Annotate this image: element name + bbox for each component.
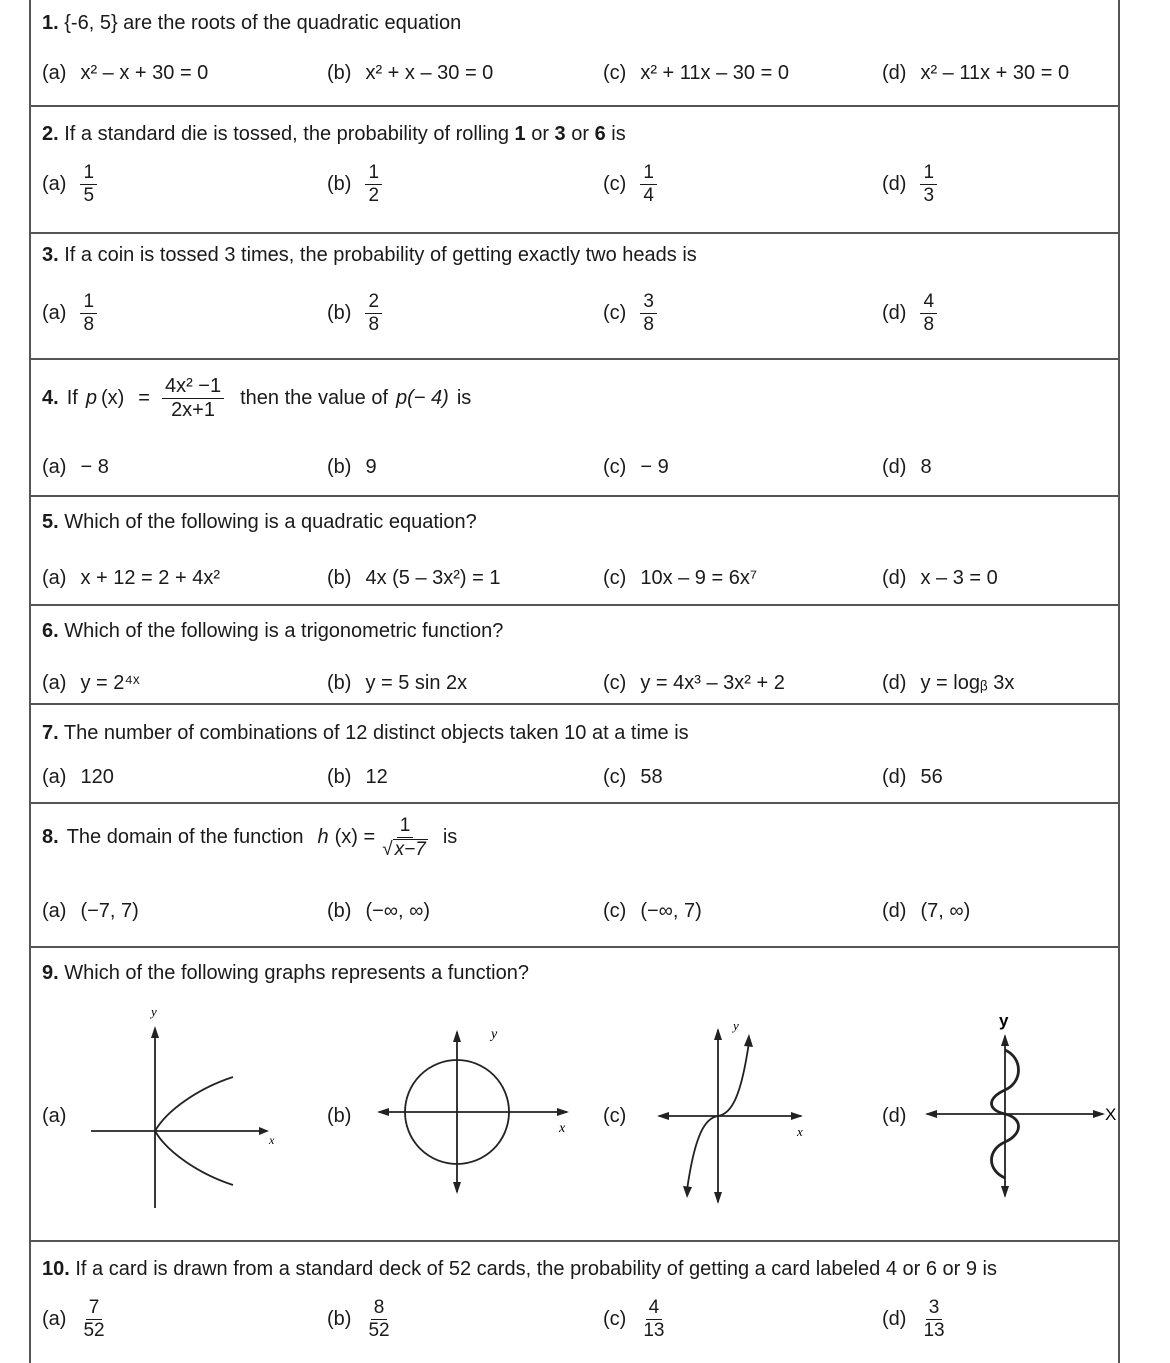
denominator: 8 <box>83 313 95 335</box>
x-arrow-right-icon <box>1093 1110 1105 1118</box>
numerator: 4 <box>646 1298 663 1320</box>
option-text: 120 <box>80 766 114 788</box>
option-label: (d) <box>882 672 907 694</box>
option-b[interactable] <box>327 1298 393 1341</box>
option-a[interactable] <box>42 567 220 590</box>
graph-c <box>651 1014 821 1210</box>
y-arrow-up-icon <box>453 1030 461 1042</box>
y-axis-label: y <box>151 1004 157 1019</box>
option-text: 4x (5 – 3x²) = 1 <box>365 567 501 589</box>
option-label: (a) <box>42 1105 67 1127</box>
fraction <box>80 163 97 206</box>
option-text: x² – x + 30 = 0 <box>80 62 209 84</box>
option-label: (a) <box>42 1307 67 1330</box>
denominator: 8 <box>643 313 654 335</box>
value-3: 3 <box>554 123 566 145</box>
option-label: (c) <box>603 567 627 589</box>
x-axis-label: X <box>1105 1105 1117 1124</box>
fraction <box>365 1298 392 1341</box>
option-label: (c) <box>603 672 627 694</box>
option-label: (c) <box>603 62 627 84</box>
option-label: (d) <box>882 172 907 195</box>
option-d[interactable] <box>882 900 970 923</box>
option-text: x² + 11x – 30 = 0 <box>640 62 789 84</box>
prompt-end: is <box>605 123 626 145</box>
option-label: (c) <box>603 172 627 195</box>
question-number: 2. <box>42 123 59 145</box>
denominator: 8 <box>923 313 935 335</box>
option-text: 12 <box>365 766 388 788</box>
option-b[interactable] <box>327 62 493 85</box>
function-variable: (x) = <box>334 826 376 849</box>
option-label: (c) <box>603 766 627 788</box>
option-text: x² – 11x + 30 = 0 <box>920 62 1070 84</box>
option-text: 9 <box>365 456 377 478</box>
option-text: 10x – 9 = 6x⁷ <box>640 567 758 589</box>
option-c[interactable] <box>603 163 657 206</box>
option-a[interactable] <box>42 1298 108 1341</box>
value-1: 1 <box>514 123 526 145</box>
fraction <box>920 1298 947 1341</box>
option-b[interactable] <box>327 163 382 206</box>
fraction <box>365 163 382 206</box>
y-arrow-down-icon <box>453 1182 461 1194</box>
prompt-end: is <box>456 387 472 409</box>
function-fraction <box>379 816 431 860</box>
x-axis-label: x <box>797 1124 803 1139</box>
option-label: (b) <box>327 672 352 694</box>
option-label: (b) <box>327 172 352 195</box>
question-prompt: If a card is drawn from a standard deck of 52 cards, the probability of getting a card labeled 4 or 6 or 9 is <box>75 1258 997 1280</box>
denominator: 13 <box>923 1319 945 1341</box>
question-number: 7. <box>42 722 59 744</box>
option-label: (a) <box>42 672 67 694</box>
option-d[interactable] <box>882 567 998 590</box>
option-label: (a) <box>42 172 67 195</box>
option-label: (d) <box>882 301 907 324</box>
denominator: 2x+1 <box>171 399 215 421</box>
question-1 <box>31 0 1118 107</box>
option-label: (a) <box>42 456 67 478</box>
fraction <box>365 292 382 335</box>
question-text <box>42 12 461 35</box>
sqrt-icon: √ <box>382 838 393 860</box>
denominator: 5 <box>83 184 95 206</box>
question-number: 6. <box>42 620 59 642</box>
option-label: (c) <box>603 1105 627 1127</box>
question-2 <box>31 107 1118 234</box>
y-arrow-icon <box>151 1026 159 1038</box>
question-prompt: If a standard die is tossed, the probability of rolling <box>64 123 515 145</box>
option-a[interactable] <box>42 456 109 479</box>
option-c[interactable] <box>603 567 757 590</box>
option-d[interactable] <box>882 766 943 789</box>
option-b[interactable] <box>327 456 377 479</box>
option-d[interactable] <box>882 292 937 335</box>
x-axis-label: x <box>269 1133 275 1147</box>
option-text: (−7, 7) <box>80 900 139 922</box>
option-text: y = 5 sin 2x <box>365 672 468 694</box>
question-number: 1. <box>42 12 59 34</box>
prompt-middle: then the value of <box>240 387 388 409</box>
prompt-or: or <box>525 123 555 145</box>
option-label: (a) <box>42 301 67 324</box>
option-label: (c) <box>603 456 627 478</box>
question-text <box>42 123 626 146</box>
option-label: (d) <box>882 900 907 922</box>
question-number: 3. <box>42 244 59 266</box>
fraction <box>640 163 657 206</box>
x-axis-label: x <box>559 1121 566 1136</box>
option-d[interactable] <box>882 62 1069 85</box>
fraction <box>80 1298 107 1341</box>
prompt-if: If <box>66 387 78 409</box>
y-arrow-up-icon <box>714 1028 722 1040</box>
option-label: (d) <box>882 62 907 84</box>
function-name: p <box>85 387 97 409</box>
question-text <box>42 962 529 985</box>
option-d[interactable] <box>882 1105 920 1128</box>
option-c[interactable] <box>603 672 785 695</box>
worksheet <box>29 0 1120 1363</box>
question-prompt: Which of the following graphs represents a function? <box>64 962 529 984</box>
option-text: 56 <box>920 766 943 788</box>
question-text <box>42 376 471 421</box>
option-text: (7, ∞) <box>920 900 971 922</box>
question-4 <box>31 360 1118 497</box>
option-label: (c) <box>603 900 627 922</box>
function-fraction <box>162 376 224 421</box>
option-text: y = 4x³ – 3x² + 2 <box>640 672 785 694</box>
question-text <box>42 620 503 643</box>
graph-d <box>919 1006 1115 1206</box>
question-prompt: Which of the following is a quadratic equation? <box>64 511 477 533</box>
option-b[interactable] <box>327 766 388 789</box>
question-number: 9. <box>42 962 59 984</box>
option-b[interactable] <box>327 672 467 695</box>
question-prompt: If a coin is tossed 3 times, the probability of getting exactly two heads is <box>64 244 697 266</box>
question-number: 8. <box>42 826 59 849</box>
option-d[interactable] <box>882 1298 948 1341</box>
graph-b <box>371 1014 581 1200</box>
numerator: 2 <box>365 292 382 314</box>
question-text <box>42 1258 997 1281</box>
question-number: 4. <box>42 387 59 409</box>
numerator: 1 <box>80 163 97 185</box>
question-number: 5. <box>42 511 59 533</box>
numerator: 8 <box>371 1298 388 1320</box>
option-label: (a) <box>42 567 67 589</box>
y-arrow-down-icon <box>714 1192 722 1204</box>
option-label: (b) <box>327 1105 352 1127</box>
option-d[interactable] <box>882 163 937 206</box>
option-c[interactable] <box>603 1105 640 1128</box>
option-label: (c) <box>603 301 627 324</box>
option-a[interactable] <box>42 292 97 335</box>
option-text: x – 3 = 0 <box>920 567 998 589</box>
option-text: y = logᵦ 3x <box>920 672 1015 694</box>
question-text <box>42 816 457 860</box>
numerator: 4 <box>920 292 937 314</box>
option-text: − 8 <box>80 456 109 478</box>
denominator: 8 <box>368 313 380 335</box>
option-c[interactable] <box>603 62 789 85</box>
option-label: (b) <box>327 900 352 922</box>
y-axis-label: y <box>733 1018 739 1033</box>
option-label: (d) <box>882 567 907 589</box>
option-text: x + 12 = 2 + 4x² <box>80 567 220 589</box>
x-arrow-left-icon <box>377 1108 389 1116</box>
curve-arrow-down-icon <box>683 1186 692 1198</box>
numerator: 3 <box>640 292 657 314</box>
option-a[interactable] <box>42 900 139 923</box>
option-d[interactable] <box>882 672 1014 695</box>
denominator: 52 <box>83 1319 105 1341</box>
value-6: 6 <box>594 123 606 145</box>
option-a[interactable] <box>42 766 114 789</box>
question-text <box>42 511 477 534</box>
option-text: y = 2⁴ˣ <box>80 672 140 694</box>
option-label: (c) <box>603 1307 627 1330</box>
question-10 <box>31 1242 1118 1363</box>
numerator: 1 <box>397 816 414 838</box>
option-c[interactable] <box>603 456 669 479</box>
question-text <box>42 722 689 745</box>
question-6 <box>31 606 1118 705</box>
option-a[interactable] <box>42 62 208 85</box>
question-8 <box>31 804 1118 948</box>
option-label: (a) <box>42 766 67 788</box>
option-a[interactable] <box>42 163 97 206</box>
option-c[interactable] <box>603 766 663 789</box>
option-a[interactable] <box>42 1105 80 1128</box>
evaluation: p(− 4) <box>396 387 449 409</box>
y-axis-label: y <box>999 1011 1009 1030</box>
denominator: 3 <box>923 184 935 206</box>
option-b[interactable] <box>327 567 501 590</box>
option-b[interactable] <box>327 1105 365 1128</box>
function-variable: (x) <box>100 387 125 409</box>
numerator: 3 <box>926 1298 943 1320</box>
radicand: x−7 <box>394 838 426 860</box>
y-axis-label: y <box>491 1027 498 1042</box>
equals-sign: = <box>138 387 150 409</box>
question-number: 10. <box>42 1258 70 1280</box>
option-c[interactable] <box>603 292 657 335</box>
option-label: (b) <box>327 567 352 589</box>
option-label: (d) <box>882 766 907 788</box>
question-prompt: The domain of the function <box>66 826 304 849</box>
option-label: (b) <box>327 301 352 324</box>
option-text: (−∞, ∞) <box>365 900 431 922</box>
graph-a <box>87 998 287 1208</box>
prompt-or: or <box>565 123 595 145</box>
option-text: x² + x – 30 = 0 <box>365 62 494 84</box>
option-text: − 9 <box>640 456 669 478</box>
numerator: 1 <box>80 292 97 314</box>
fraction <box>640 292 657 335</box>
question-text <box>42 244 697 267</box>
option-text: (−∞, 7) <box>640 900 702 922</box>
y-arrow-down-icon <box>1001 1186 1009 1198</box>
denominator: 13 <box>643 1319 665 1341</box>
numerator: 4x² −1 <box>162 376 224 399</box>
x-arrow-icon <box>259 1127 269 1135</box>
question-9 <box>31 948 1118 1242</box>
option-label: (b) <box>327 62 352 84</box>
option-b[interactable] <box>327 900 430 923</box>
option-label: (d) <box>882 456 907 478</box>
option-text: 58 <box>640 766 663 788</box>
question-prompt: Which of the following is a trigonometric function? <box>64 620 504 642</box>
function-name: h <box>317 826 329 849</box>
x-arrow-right-icon <box>557 1108 569 1116</box>
denominator: 52 <box>368 1319 390 1341</box>
y-arrow-up-icon <box>1001 1034 1009 1046</box>
numerator: 1 <box>365 163 382 185</box>
option-label: (d) <box>882 1105 907 1127</box>
fraction <box>920 163 937 206</box>
option-label: (b) <box>327 1307 352 1330</box>
option-text: 8 <box>920 456 932 478</box>
fraction <box>640 1298 667 1341</box>
x-arrow-left-icon <box>925 1110 937 1118</box>
numerator: 7 <box>86 1298 103 1320</box>
option-c[interactable] <box>603 900 702 923</box>
x-arrow-left-icon <box>657 1112 669 1120</box>
question-7 <box>31 705 1118 804</box>
option-c[interactable] <box>603 1298 667 1341</box>
question-prompt: {-6, 5} are the roots of the quadratic equation <box>64 12 462 34</box>
option-label: (a) <box>42 62 67 84</box>
denominator-root <box>379 838 431 860</box>
option-d[interactable] <box>882 456 932 479</box>
fraction <box>920 292 937 335</box>
option-label: (b) <box>327 766 352 788</box>
question-prompt: The number of combinations of 12 distinct objects taken 10 at a time is <box>63 722 689 744</box>
question-5 <box>31 497 1118 606</box>
option-label: (b) <box>327 456 352 478</box>
option-a[interactable] <box>42 672 140 695</box>
denominator: 2 <box>368 184 380 206</box>
numerator: 1 <box>640 163 657 185</box>
option-label: (a) <box>42 900 67 922</box>
question-3 <box>31 234 1118 360</box>
numerator: 1 <box>920 163 937 185</box>
option-b[interactable] <box>327 292 382 335</box>
prompt-end: is <box>442 826 458 849</box>
fraction <box>80 292 97 335</box>
curve-arrow-up-icon <box>744 1034 753 1047</box>
option-label: (d) <box>882 1307 907 1330</box>
denominator: 4 <box>643 184 654 206</box>
x-arrow-right-icon <box>791 1112 803 1120</box>
